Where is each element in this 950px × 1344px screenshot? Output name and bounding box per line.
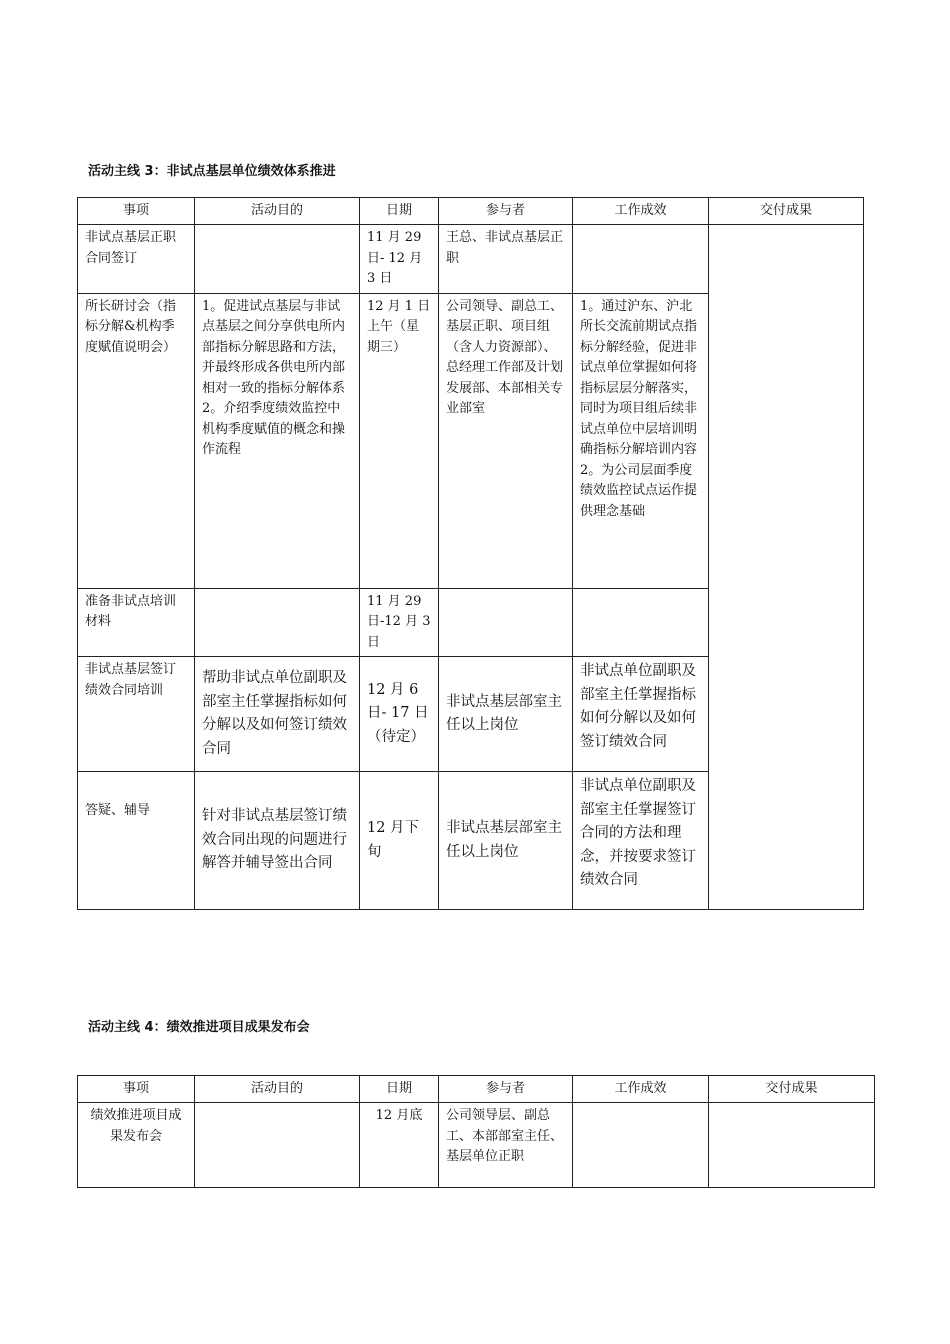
header-date: 日期 [360, 198, 439, 225]
cell-date: 12 月下旬 [360, 772, 439, 910]
cell-purpose: 帮助非试点单位副职及部室主任掌握指标如何分解以及如何签订绩效合同 [195, 657, 360, 772]
cell-deliverable [709, 225, 864, 910]
cell-participants: 非试点基层部室主任以上岗位 [439, 772, 573, 910]
header-deliverable: 交付成果 [709, 1076, 875, 1103]
cell-item: 非试点基层签订绩效合同培训 [78, 657, 195, 772]
cell-participants [439, 588, 573, 657]
header-participants: 参与者 [439, 1076, 573, 1103]
cell-effect: 非试点单位副职及部室主任掌握签订合同的方法和理念，并按要求签订绩效合同 [573, 772, 709, 910]
table-row [78, 225, 864, 294]
header-effect: 工作成效 [573, 198, 709, 225]
cell-date: 11 月 29 日- 12 月 3 日 [360, 225, 439, 294]
activity-table-4 [77, 1075, 875, 1188]
table-row [78, 1103, 875, 1188]
cell-item: 准备非试点培训材料 [78, 588, 195, 657]
cell-purpose [195, 588, 360, 657]
section-4-title: 活动主线 4：绩效推进项目成果发布会 [88, 1020, 310, 1035]
cell-purpose [195, 1103, 360, 1188]
header-participants: 参与者 [439, 198, 573, 225]
cell-item: 所长研讨会（指标分解&机构季度赋值说明会） [78, 293, 195, 588]
cell-date: 12 月 1 日上午（星期三） [360, 293, 439, 588]
cell-item: 答疑、辅导 [78, 772, 195, 910]
cell-purpose: 针对非试点基层签订绩效合同出现的问题进行解答并辅导签出合同 [195, 772, 360, 910]
cell-date: 12 月 6 日- 17 日（待定） [360, 657, 439, 772]
table-header-row [78, 1076, 875, 1103]
header-item: 事项 [78, 1076, 195, 1103]
header-effect: 工作成效 [573, 1076, 709, 1103]
section-3-title: 活动主线 3：非试点基层单位绩效体系推进 [88, 164, 336, 179]
cell-participants: 公司领导、副总工、基层正职、项目组（含人力资源部）、总经理工作部及计划发展部、本部相关专业部室 [439, 293, 573, 588]
cell-item: 非试点基层正职合同签订 [78, 225, 195, 294]
header-purpose: 活动目的 [195, 198, 360, 225]
header-deliverable: 交付成果 [709, 198, 864, 225]
cell-item: 绩效推进项目成果发布会 [78, 1103, 195, 1188]
cell-effect [573, 1103, 709, 1188]
cell-effect [573, 588, 709, 657]
cell-effect: 非试点单位副职及部室主任掌握指标如何分解以及如何签订绩效合同 [573, 657, 709, 772]
cell-participants: 非试点基层部室主任以上岗位 [439, 657, 573, 772]
cell-effect: 1。通过沪东、沪北所长交流前期试点指标分解经验，促进非试点单位掌握如何将指标层层分解落实，同时为项目组后续非试点单位中层培训明确指标分解培训内容 2。为公司层面季度绩效监控试点运作提供理念基础 [573, 293, 709, 588]
cell-participants: 王总、非试点基层正职 [439, 225, 573, 294]
cell-participants: 公司领导层、副总工、本部部室主任、基层单位正职 [439, 1103, 573, 1188]
header-item: 事项 [78, 198, 195, 225]
cell-date: 12 月底 [360, 1103, 439, 1188]
cell-purpose: 1。促进试点基层与非试点基层之间分享供电所内部指标分解思路和方法，并最终形成各供电所内部相对一致的指标分解体系 2。介绍季度绩效监控中机构季度赋值的概念和操作流程 [195, 293, 360, 588]
cell-purpose [195, 225, 360, 294]
cell-effect [573, 225, 709, 294]
header-purpose: 活动目的 [195, 1076, 360, 1103]
table-header-row [78, 198, 864, 225]
activity-table-3 [77, 197, 864, 910]
header-date: 日期 [360, 1076, 439, 1103]
cell-deliverable [709, 1103, 875, 1188]
cell-date: 11 月 29 日-12 月 3 日 [360, 588, 439, 657]
